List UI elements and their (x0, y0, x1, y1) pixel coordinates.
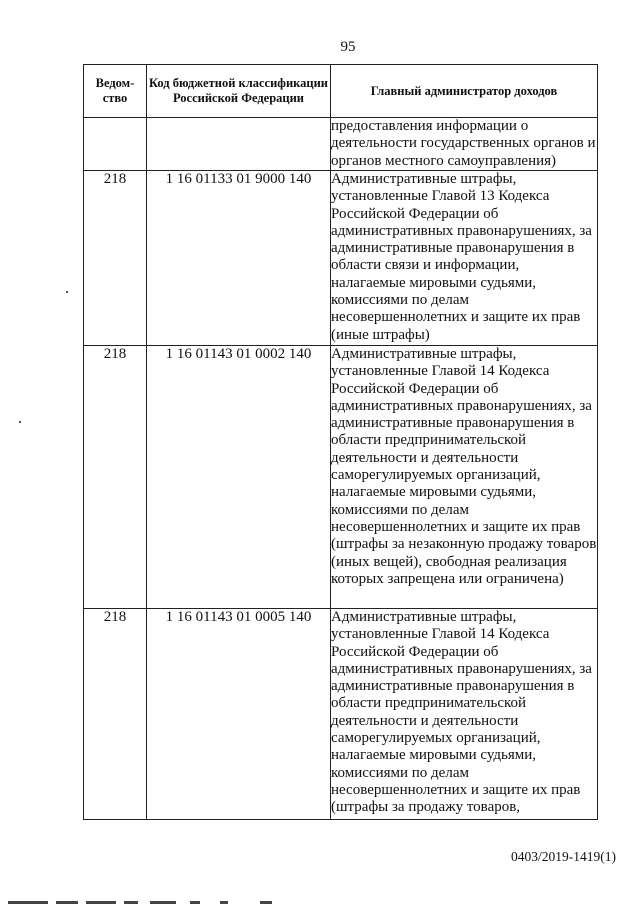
table-row (84, 171, 598, 346)
header-dept: Ведом-ство (84, 65, 147, 118)
scan-speck (19, 421, 21, 423)
header-admin: Главный администратор доходов (331, 65, 598, 118)
cell-dept: 218 (84, 346, 147, 609)
cell-desc: Административные штрафы, установленные Главой 13 Кодекса Российской Федерации об административных правонарушениях, за административные правонарушения в области связи и информации, налагаемые мировыми судьями, комиссиями по делам несовершеннолетних и защите их прав (иные штрафы) (331, 171, 598, 346)
table-row-continuation (84, 118, 598, 171)
table-header-row (84, 65, 598, 118)
cell-desc: предоставления информации о деятельности государственных органов и органов местного самоуправления) (331, 118, 596, 169)
table-row (84, 346, 598, 609)
scan-speck (66, 291, 68, 293)
cell-dept: 218 (84, 171, 147, 346)
cell-code (147, 118, 331, 171)
cell-code: 1 16 01143 01 0005 140 (147, 609, 331, 820)
header-code: Код бюджетной классификации Российской Федерации (147, 65, 331, 118)
cell-desc: Административные штрафы, установленные Главой 14 Кодекса Российской Федерации об административных правонарушениях, за административные правонарушения в области предпринимательской деятельности и деятельности саморегулируемых организаций, налагаемые мировыми судьями, комиссиями по делам несовершеннолетних и защите их прав (штрафы за продажу товаров, (331, 609, 598, 820)
table-row (84, 609, 598, 820)
cell-dept (84, 118, 147, 171)
cell-code: 1 16 01133 01 9000 140 (147, 171, 331, 346)
document-reference: 0403/2019-1419(1) (511, 849, 616, 864)
cell-desc: Административные штрафы, установленные Главой 14 Кодекса Российской Федерации об административных правонарушениях, за административные правонарушения в области предпринимательской деятельности и деятельности саморегулируемых организаций, налагаемые мировыми судьями, комиссиями по делам несовершеннолетних и защите их прав (штрафы за незаконную продажу товаров (иных вещей), свободная реализация которых запрещена или ограничена) (331, 346, 598, 609)
budget-classification-table (83, 64, 598, 820)
cell-dept: 218 (84, 609, 147, 820)
page-number: 95 (340, 39, 356, 55)
scan-edge-strip (0, 899, 640, 905)
cell-code: 1 16 01143 01 0002 140 (147, 346, 331, 609)
